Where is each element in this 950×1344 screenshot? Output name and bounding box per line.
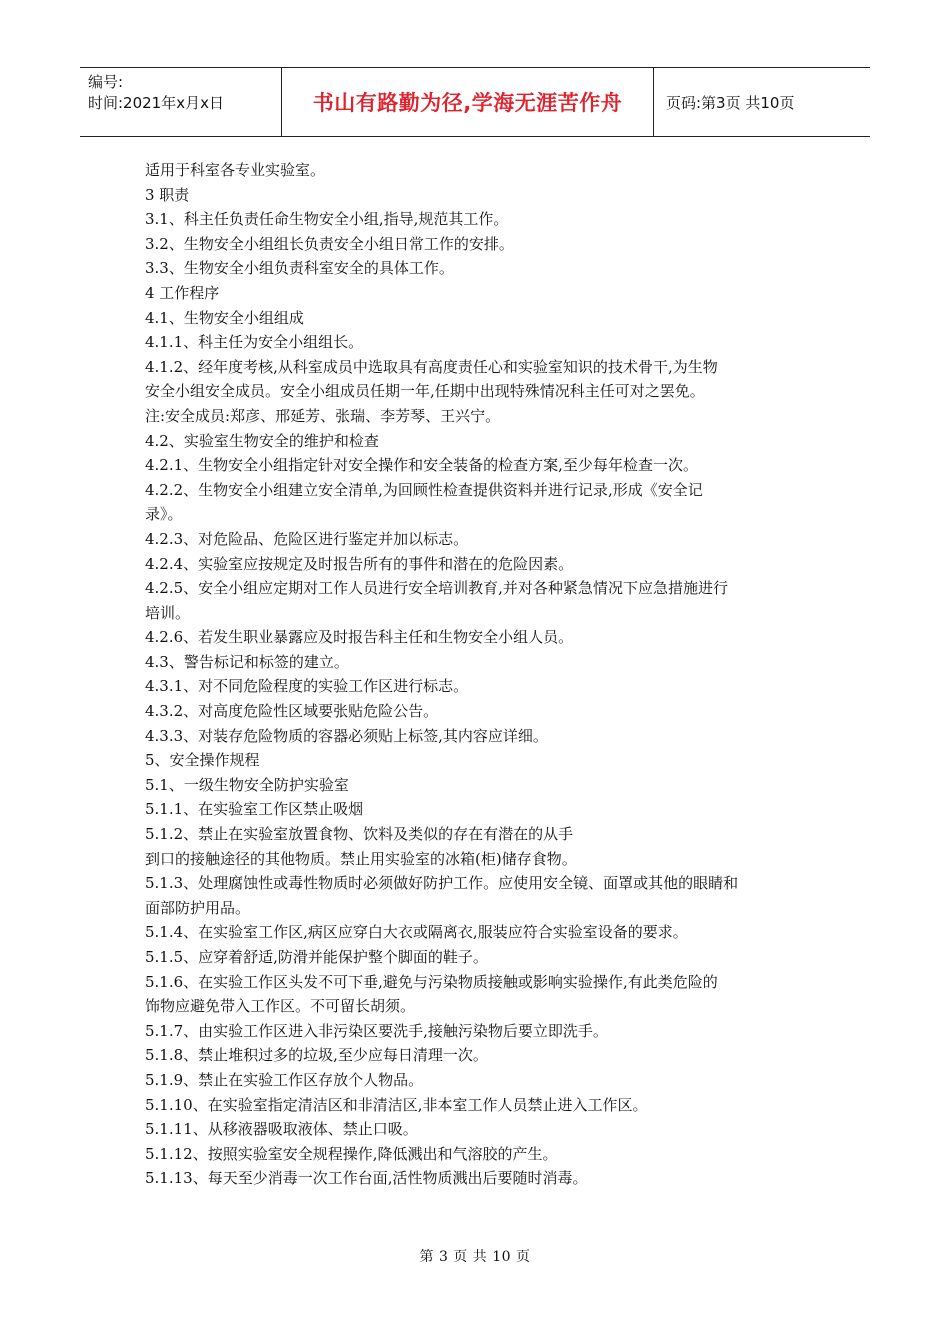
page-footer: 第 3 页 共 10 页 (419, 1249, 531, 1265)
body-text-line: 4.3、警告标记和标签的建立。 (145, 652, 349, 671)
body-text-line: 4.2.3、对危险品、危险区进行鉴定并加以标志。 (145, 529, 469, 548)
document-body (145, 158, 815, 1191)
body-text-line: 培训。 (145, 603, 191, 622)
body-text-line: 5、安全操作规程 (145, 751, 260, 770)
body-text-line: 4.3.3、对装存危险物质的容器必须贴上标签,其内容应详细。 (145, 726, 548, 745)
body-text-line: 5.1.2、禁止在实验室放置食物、饮料及类似的存在有潜在的从手 (145, 825, 574, 844)
body-text-line: 4.3.1、对不同危险程度的实验工作区进行标志。 (145, 677, 469, 696)
body-text-line: 4.2.6、若发生职业暴露应及时报告科主任和生物安全小组人员。 (145, 628, 574, 647)
body-text-line: 4.2.1、生物安全小组指定针对安全操作和安全装备的检查方案,至少每年检查一次。 (145, 456, 698, 475)
body-text-line: 4.1.1、科主任为安全小组组长。 (145, 333, 364, 352)
body-text-line: 4.2.4、实验室应按规定及时报告所有的事件和潜在的危险因素。 (145, 554, 574, 573)
body-text-line: 5.1.10、在实验室指定清洁区和非清洁区,非本室工作人员禁止进入工作区。 (145, 1095, 648, 1114)
body-text-line: 3.2、生物安全小组组长负责安全小组日常工作的安排。 (145, 234, 514, 253)
body-text-line: 5.1.9、禁止在实验工作区存放个人物品。 (145, 1070, 424, 1089)
body-text-line: 录》。 (145, 505, 183, 524)
body-text-line: 5.1.8、禁止堆积过多的垃圾,至少应每日清理一次。 (145, 1046, 488, 1065)
header-page-label: 页码:第3页 共10页 (666, 93, 795, 112)
body-text-line: 5.1.7、由实验工作区进入非污染区要洗手,接触污染物后要立即洗手。 (145, 1021, 608, 1040)
page-header (80, 67, 870, 137)
body-text-line: 4.3.2、对高度危险性区域要张贴危险公告。 (145, 702, 439, 721)
header-meta (80, 68, 282, 136)
body-text-line: 3 职责 (145, 185, 190, 204)
header-motto-cell (282, 68, 654, 136)
body-text-line: 4.2、实验室生物安全的维护和检查 (145, 431, 379, 450)
header-motto: 书山有路勤为径,学海无涯苦作舟 (312, 91, 623, 115)
document-number-label: 编号: (88, 73, 124, 91)
body-text-line: 饰物应避免带入工作区。不可留长胡须。 (145, 997, 416, 1016)
body-text-line: 4.2.2、生物安全小组建立安全清单,为回顾性检查提供资料并进行记录,形成《安全记 (145, 480, 703, 499)
body-text-line: 5.1.4、在实验室工作区,病区应穿白大衣或隔离衣,服装应符合实验室设备的要求。 (145, 923, 688, 942)
body-text-line: 到口的接触途径的其他物质。禁止用实验室的冰箱(柜)储存食物。 (145, 849, 577, 868)
body-text-line: 5.1、一级生物安全防护实验室 (145, 775, 349, 794)
body-text-line: 5.1.5、应穿着舒适,防滑并能保护整个脚面的鞋子。 (145, 948, 488, 966)
body-text-line: 5.1.13、每天至少消毒一次工作台面,活性物质溅出后要随时消毒。 (145, 1169, 588, 1188)
header-page-cell (654, 68, 870, 136)
body-text-line: 面部防护用品。 (145, 898, 251, 917)
body-text-line: 5.1.1、在实验室工作区禁止吸烟 (145, 800, 364, 819)
body-text-line: 4 工作程序 (145, 283, 220, 302)
body-text-line: 5.1.11、从移液器吸取液体、禁止口吸。 (145, 1120, 418, 1139)
body-text-line: 安全小组安全成员。安全小组成员任期一年,任期中出现特殊情况科主任可对之罢免。 (145, 382, 705, 401)
body-text-line: 注:安全成员:郑彦、邢延芳、张瑞、李芳琴、王兴宁。 (145, 406, 501, 425)
document-time-label: 时间:2021年x月x日 (88, 94, 224, 112)
body-text-line: 适用于科室各专业实验室。 (145, 161, 326, 179)
body-text-line: 5.1.6、在实验工作区头发不可下垂,避免与污染物质接触或影响实验操作,有此类危险的 (145, 972, 718, 991)
body-text-line: 3.1、科主任负责任命生物安全小组,指导,规范其工作。 (145, 210, 509, 229)
body-text-line: 4.1.2、经年度考核,从科室成员中选取具有高度责任心和实验室知识的技术骨干,为生物 (145, 357, 718, 376)
body-text-line: 5.1.3、处理腐蚀性或毒性物质时必须做好防护工作。应使用安全镜、面罩或其他的眼睛和 (145, 874, 739, 893)
body-text-line: 3.3、生物安全小组负责科室安全的具体工作。 (145, 259, 454, 278)
body-text-line: 4.2.5、安全小组应定期对工作人员进行安全培训教育,并对各种紧急情况下应急措施进行 (145, 579, 728, 598)
body-text-line: 5.1.12、按照实验室安全规程操作,降低溅出和气溶胶的产生。 (145, 1144, 558, 1163)
body-text-line: 4.1、生物安全小组组成 (145, 308, 304, 327)
